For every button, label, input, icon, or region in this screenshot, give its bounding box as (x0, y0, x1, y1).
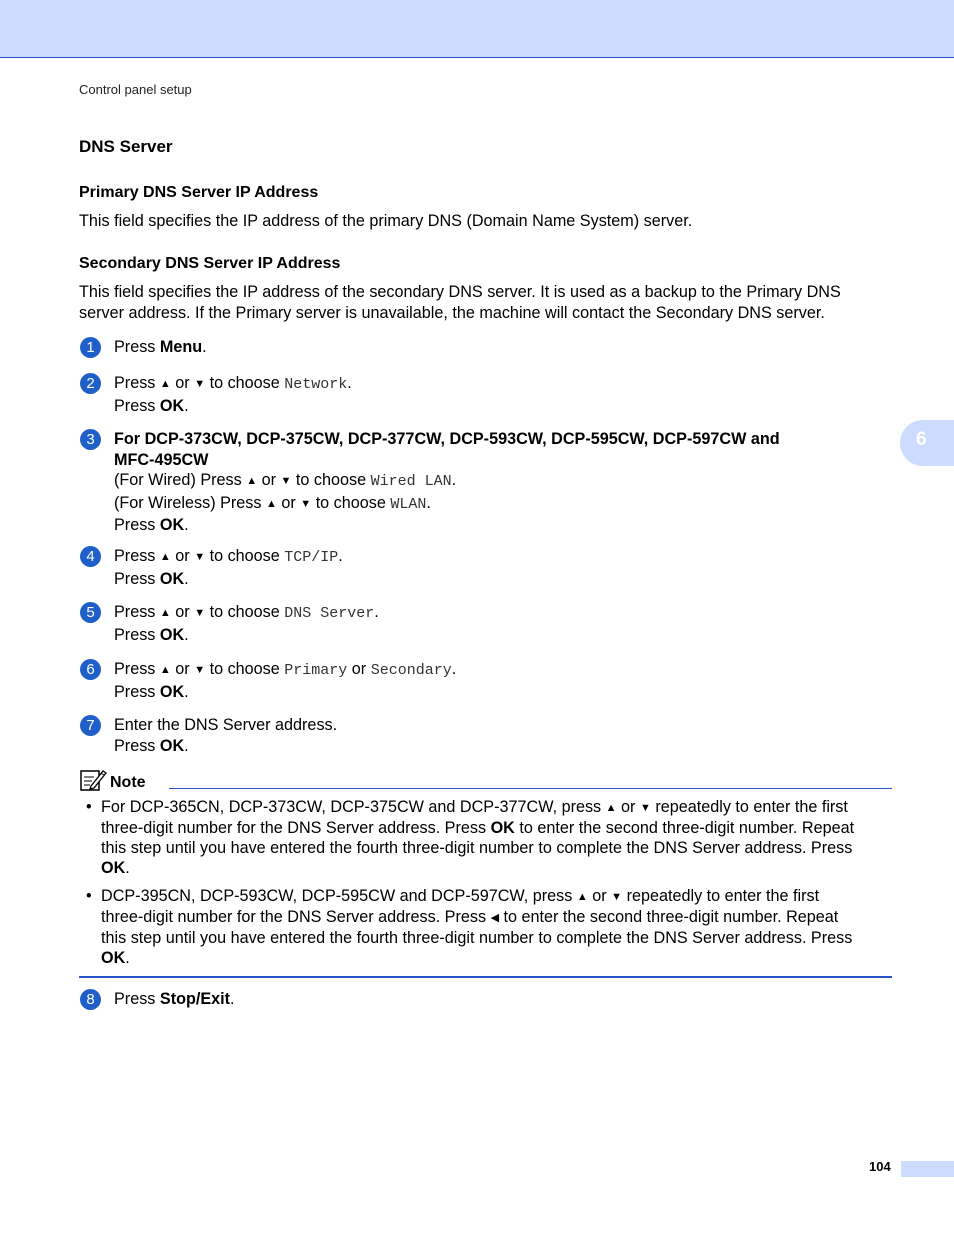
text-period: . (125, 949, 130, 967)
text-press: Press (114, 625, 156, 644)
text-period: . (202, 338, 207, 356)
ok-key-label: OK (490, 819, 515, 837)
down-arrow-icon: ▼ (194, 664, 206, 676)
text-or: or (175, 603, 190, 621)
chapter-tab[interactable] (900, 420, 954, 466)
text-period: . (347, 374, 352, 392)
text-press: Press (114, 396, 156, 415)
down-arrow-icon: ▼ (194, 607, 206, 619)
up-arrow-icon: ▲ (159, 551, 171, 563)
note-text: this step until you have entered the fourth three-digit number to complete the DNS Server address. Press (101, 929, 853, 947)
model-list-heading: MFC-495CW (114, 450, 209, 469)
text-to-choose: to choose (209, 374, 280, 392)
note-text: DCP-395CN, DCP-593CW, DCP-595CW and DCP-597CW, press (101, 887, 573, 905)
text-to-choose: to choose (295, 471, 367, 489)
text-period: . (125, 859, 130, 877)
breadcrumb: Control panel setup (79, 82, 192, 97)
text-press: Press (114, 374, 156, 392)
up-arrow-icon: ▲ (605, 802, 617, 814)
note-end-divider (79, 976, 892, 978)
note-text: this step until you have entered the fourth three-digit number to complete the DNS Server address. Press (101, 839, 853, 857)
down-arrow-icon: ▼ (280, 475, 292, 487)
text-period: . (184, 736, 189, 755)
secondary-dns-heading: Secondary DNS Server IP Address (79, 255, 341, 272)
up-arrow-icon: ▲ (266, 497, 277, 510)
step-number-badge: 8 (80, 989, 101, 1010)
text-or: or (351, 660, 367, 678)
text-period: . (230, 990, 235, 1008)
lcd-option-primary: Primary (284, 662, 348, 679)
down-arrow-icon: ▼ (639, 802, 651, 814)
text-or: or (621, 798, 636, 816)
lcd-option-secondary: Secondary (370, 662, 452, 679)
text-or: or (281, 493, 296, 512)
model-list-heading: For DCP-373CW, DCP-375CW, DCP-377CW, DCP-593CW, DCP-595CW, DCP-597CW and (114, 430, 780, 448)
down-arrow-icon: ▼ (194, 551, 206, 563)
step-number-badge: 4 (80, 546, 101, 567)
up-arrow-icon: ▲ (246, 475, 258, 487)
ok-key-label: OK (159, 682, 185, 701)
note-pencil-icon (79, 768, 107, 792)
note-text: to enter the second three-digit number. Repeat (503, 908, 839, 926)
text-press: Press (114, 603, 156, 621)
text-or: or (175, 374, 190, 392)
note-divider (169, 788, 892, 789)
text-or: or (175, 660, 190, 678)
up-arrow-icon: ▲ (576, 891, 588, 903)
lcd-option-wired-lan: Wired LAN (370, 473, 452, 490)
ok-key-label: OK (101, 859, 126, 877)
ok-key-label: OK (159, 516, 185, 534)
note-text: For DCP-365CN, DCP-373CW, DCP-375CW and DCP-377CW, press (101, 798, 602, 816)
text-period: . (338, 547, 343, 565)
text-period: . (451, 660, 457, 678)
step-number-badge: 3 (80, 429, 101, 450)
text-press: Press (114, 547, 156, 565)
secondary-dns-text-line: This field specifies the IP address of the secondary DNS server. It is used as a backup to the Primary DNS (79, 283, 841, 301)
text-or: or (592, 887, 607, 905)
text-press: Press (114, 660, 156, 678)
step-number-badge: 1 (80, 337, 101, 358)
note-text: repeatedly to enter the first (626, 887, 820, 905)
section-title: DNS Server (79, 137, 173, 156)
secondary-dns-text (79, 282, 894, 323)
text-wired-press: (For Wired) Press (114, 471, 242, 489)
text-period: . (184, 396, 189, 415)
step-number-badge: 5 (80, 602, 101, 623)
note-text: three-digit number for the DNS Server address. Press (101, 819, 487, 837)
primary-dns-heading: Primary DNS Server IP Address (79, 184, 319, 201)
text-to-choose: to choose (209, 603, 280, 621)
text-period: . (184, 625, 189, 644)
step-number-badge: 2 (80, 373, 101, 394)
lcd-option-wlan: WLAN (390, 495, 427, 513)
step-number-badge: 7 (80, 715, 101, 736)
step-number-badge: 6 (80, 659, 101, 680)
bullet-dot: • (86, 798, 92, 816)
chapter-number: 6 (916, 429, 927, 450)
ok-key-label: OK (101, 949, 126, 967)
text-period: . (184, 682, 189, 701)
text-press: Press (114, 569, 156, 588)
ok-key-label: OK (159, 625, 185, 644)
text-press: Press (114, 338, 156, 356)
text-to-choose: to choose (209, 660, 280, 678)
note-text: to enter the second three-digit number. Repeat (519, 819, 855, 837)
secondary-dns-text-line: server address. If the Primary server is unavailable, the machine will contact the Secondary DNS server. (79, 303, 825, 322)
ok-key-label: OK (159, 396, 185, 415)
up-arrow-icon: ▲ (159, 607, 171, 619)
text-or: or (261, 471, 277, 489)
text-press: Press (114, 682, 156, 701)
text-period: . (426, 493, 431, 512)
note-header (79, 768, 892, 792)
text-to-choose: to choose (315, 493, 386, 512)
text-period: . (374, 603, 379, 621)
text-wireless-press: (For Wireless) Press (114, 493, 262, 512)
text-press: Press (114, 516, 156, 534)
note-text: repeatedly to enter the first (655, 798, 848, 816)
down-arrow-icon: ▼ (194, 378, 206, 390)
ok-key-label: OK (159, 569, 185, 588)
down-arrow-icon: ▼ (611, 891, 623, 903)
text-to-choose: to choose (209, 547, 280, 565)
enter-address-text: Enter the DNS Server address. (114, 716, 338, 734)
page-tab (901, 1161, 954, 1177)
lcd-option-network: Network (284, 376, 348, 393)
up-arrow-icon: ▲ (159, 378, 171, 390)
page-number: 104 (869, 1159, 891, 1174)
menu-key-label: Menu (159, 338, 203, 356)
text-press: Press (114, 990, 156, 1008)
up-arrow-icon: ▲ (159, 664, 171, 676)
note-label: Note (110, 774, 146, 791)
text-period: . (184, 569, 189, 588)
primary-dns-text: This field specifies the IP address of the primary DNS (Domain Name System) server. (79, 212, 693, 230)
stop-exit-key-label: Stop/Exit (159, 990, 231, 1008)
text-press: Press (114, 736, 156, 755)
text-or: or (175, 547, 190, 565)
bullet-dot: • (86, 887, 92, 905)
text-period: . (184, 516, 189, 534)
down-arrow-icon: ▼ (300, 497, 312, 510)
ok-key-label: OK (159, 736, 185, 755)
lcd-option-dns-server: DNS Server (284, 605, 375, 622)
note-text: three-digit number for the DNS Server address. Press (101, 908, 487, 926)
lcd-option-tcpip: TCP/IP (284, 549, 339, 566)
text-period: . (451, 471, 457, 489)
left-arrow-icon: ◀ (490, 912, 500, 924)
header-band (0, 0, 954, 58)
